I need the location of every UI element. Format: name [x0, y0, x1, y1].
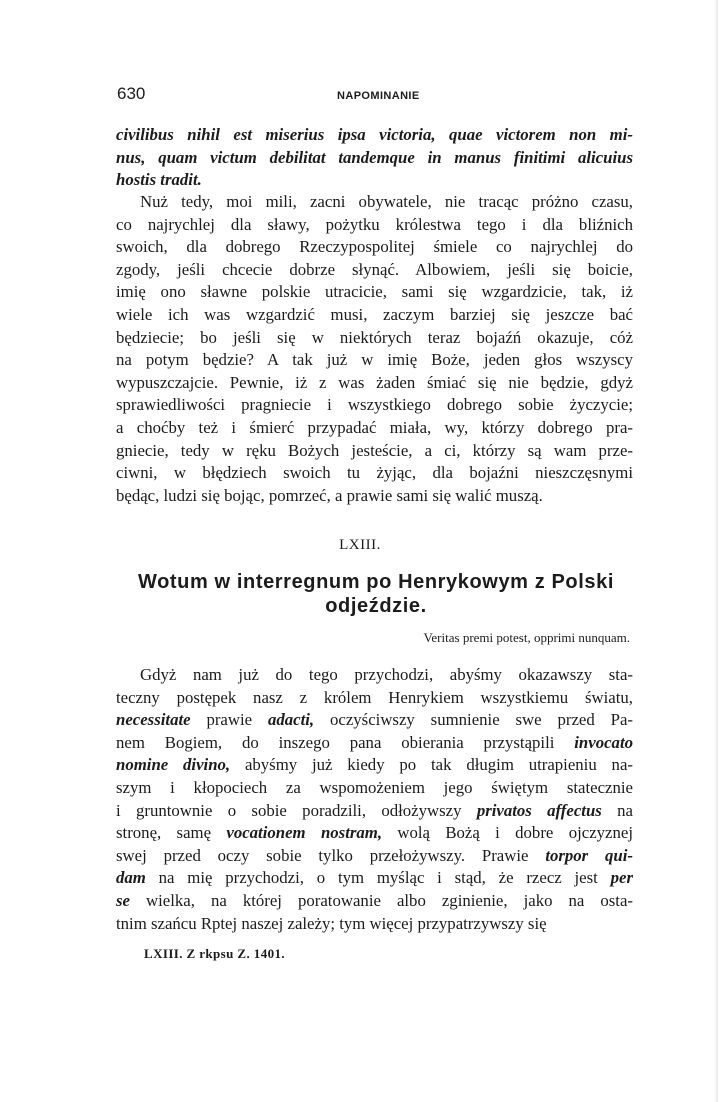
latin-phrase: invocato	[574, 732, 633, 752]
section-title-line: odjeździe.	[325, 595, 427, 617]
section-title-line: Wotum w interregnum po Henrykowym z Polski	[137, 571, 614, 593]
text-line: będziecie; bo jeśli się w niektórych teraz bojaźń okazuje, cóż	[116, 327, 633, 347]
latin-phrase: vocationem nostram,	[226, 823, 383, 843]
text-line: wiele ich was wzgardzić musi, zaczym barziej się jeszcze bać	[116, 304, 633, 324]
footnote: LXIII. Z rkpsu Z. 1401.	[144, 946, 286, 961]
text-line: stronę, samę vocationem nostram, wolą Bożą i dobre ojczyznej	[116, 823, 633, 843]
paragraph-gdyz-nam	[116, 664, 633, 935]
text-line: Nuż tedy, moi mili, zacni obywatele, nie tracąc próżno czasu,	[140, 192, 633, 211]
italic-latin-paragraph	[116, 124, 633, 192]
latin-phrase: torpor qui-	[545, 845, 633, 865]
running-title: NAPOMINANIE	[337, 90, 420, 102]
text-line: necessitate prawie adacti, oczyściwszy sumnienie swe przed Pa-	[116, 710, 633, 730]
section-title	[100, 570, 652, 618]
text-line: swoich, dla dobrego Rzeczypospolitej śmiele co najrychlej do	[116, 237, 633, 257]
running-head	[117, 84, 637, 108]
page-number: 630	[117, 84, 146, 103]
latin-phrase: se	[116, 890, 130, 910]
text-line: se wielka, na której poratowanie albo zginienie, jako na osta-	[116, 890, 633, 910]
text-line: nem Bogiem, do inszego pana obierania przystąpili invocato	[116, 732, 633, 752]
latin-phrase: dam	[116, 868, 146, 888]
text-line: zgody, jeśli chcecie dobrze słynąć. Albowiem, jeśli się boicie,	[116, 259, 633, 279]
text-line: a choćby też i śmierć przypadać miała, wy, którzy dobrego pra-	[116, 417, 633, 437]
text-line: będąc, ludzi się bojąc, pomrzeć, a prawie sami się walić muszą.	[116, 485, 543, 505]
text-line: wypuszczajcie. Pewnie, iż z was żaden śmiać się nie będzie, gdyż	[116, 372, 633, 392]
text-line: i gruntownie o sobie poradzili, odłożywszy privatos affectus na	[116, 800, 633, 820]
latin-phrase: privatos affectus	[476, 800, 602, 820]
latin-phrase: per	[610, 868, 633, 888]
text-line: sprawiedliwości pragniecie i wszystkiego dobrego sobie życzycie;	[116, 395, 633, 415]
text-line: szym i kłopociech za wspomożeniem jego świętym statecznie	[116, 777, 633, 797]
text-line: gniecie, tedy w ręku Bożych jesteście, a ci, którzy są wam prze-	[116, 440, 633, 460]
text-line: na potym będzie? A tak już w imię Boże, jeden głos wszyscy	[116, 350, 633, 370]
text-line: teczny postępek nasz z królem Henrykiem wszystkiemu światu,	[116, 687, 633, 707]
text-line: dam na mię przychodzi, o tym myśląc i stąd, że rzecz jest per	[116, 868, 633, 888]
text-line: tnim szańcu Rptej naszej zależy; tym więcej przypatrzywszy się	[116, 913, 547, 933]
paragraph-nuz-tedy	[116, 191, 633, 507]
section-number: LXIII.	[339, 537, 381, 553]
latin-phrase: adacti,	[267, 710, 315, 730]
latin-phrase: nomine divino,	[116, 755, 231, 775]
text-line: imię ono sławne polskie utracicie, sami się wzgardzicie, tak, iż	[116, 282, 633, 302]
text-line: co najrychlej dla sławy, pożytku królestwa tego i dla bliźnich	[116, 214, 633, 234]
text-line: ciwni, w błędziech swoich tu żyjąc, dla bojaźni nieszczęsnymi	[116, 463, 633, 483]
text-line: nus, quam victum debilitat tandemque in manus finitimi alicuius	[116, 147, 633, 167]
text-line: nomine divino, abyśmy już kiedy po tak długim utrapieniu na-	[116, 755, 633, 775]
motto: Veritas premi potest, opprimi nunquam.	[423, 630, 630, 645]
text-line: swej przed oczy sobie tylko przełożywszy. Prawie torpor qui-	[116, 845, 633, 865]
latin-phrase: necessitate	[116, 710, 191, 730]
text-line: hostis tradit.	[116, 170, 202, 190]
text-line: civilibus nihil est miserius ipsa victoria, quae victorem non mi-	[116, 125, 633, 144]
text-line: Gdyż nam już do tego przychodzi, abyśmy okazawszy sta-	[140, 665, 633, 684]
